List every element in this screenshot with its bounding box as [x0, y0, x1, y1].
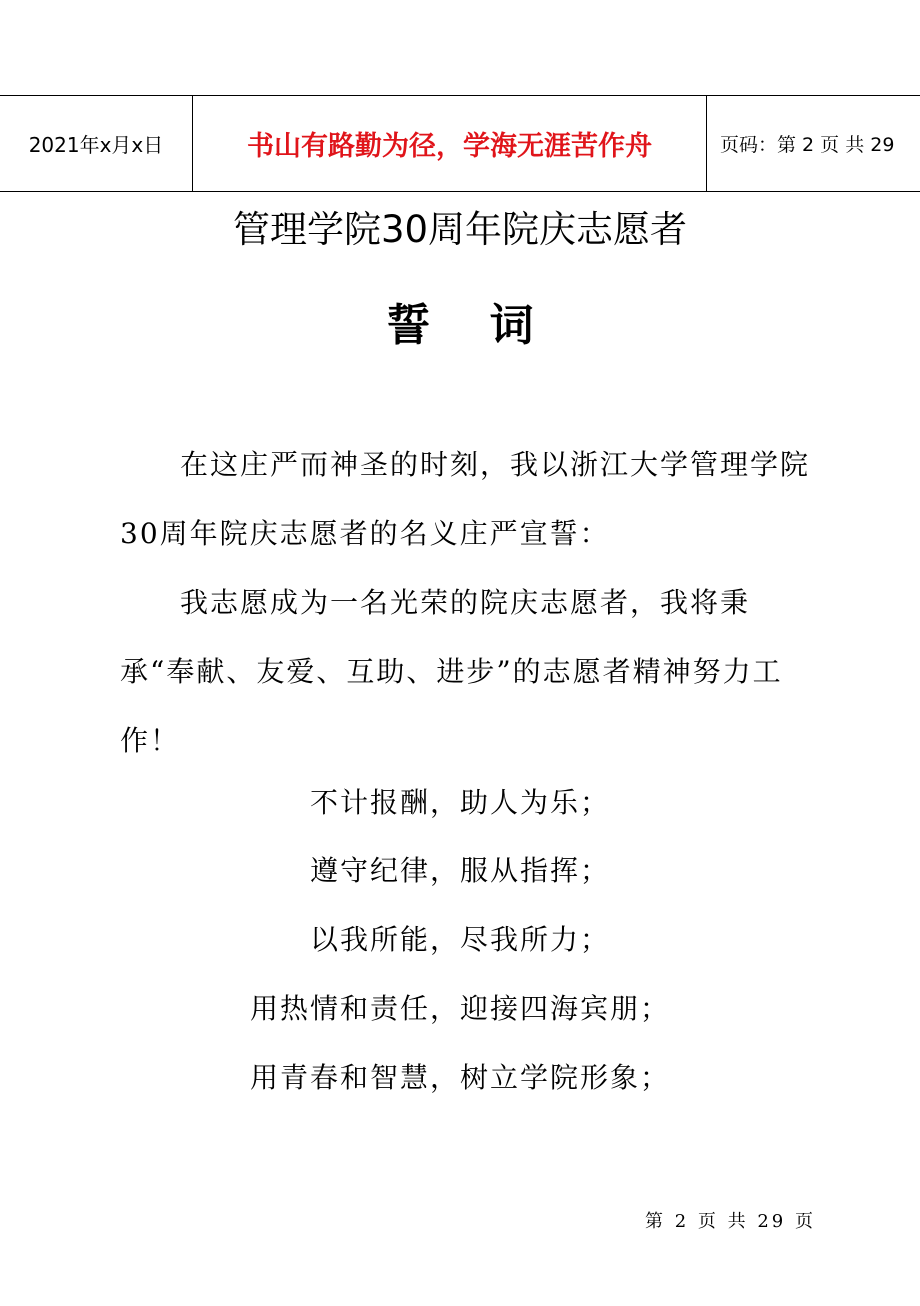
header-table [0, 95, 920, 192]
header-date: 2021年x月x日 [0, 96, 193, 191]
verse-line-3: 以我所能，尽我所力； [309, 923, 610, 956]
page-footer: 第 2 页 共 29 页 [645, 1211, 816, 1232]
paragraph-oath-intro-text: 在这庄严而神圣的时刻，我以浙江大学管理学院30周年院庆志愿者的名义庄严宣誓： [120, 448, 811, 550]
header-page-info: 页码：第 2 页 共 29 [720, 134, 895, 156]
paragraph-oath-intro [120, 430, 810, 568]
header-motto: 书山有路勤为径，学海无涯苦作舟 [193, 96, 707, 191]
verse-line-5: 用青春和智慧，树立学院形象； [249, 1061, 670, 1094]
paragraph-oath-pledge-text: 我志愿成为一名光荣的院庆志愿者，我将秉承“奉献、友爱、互助、进步”的志愿者精神努力工作！ [120, 586, 783, 757]
verse-line-4: 用热情和责任，迎接四海宾朋； [249, 992, 670, 1025]
verse-line-2: 遵守纪律，服从指挥； [309, 854, 610, 887]
verse-line-1: 不计报酬，助人为乐； [309, 786, 610, 819]
document-title: 管理学院30周年院庆志愿者 [232, 208, 688, 251]
paragraph-oath-pledge [120, 568, 810, 775]
document-subtitle: 誓 词 [386, 300, 556, 351]
